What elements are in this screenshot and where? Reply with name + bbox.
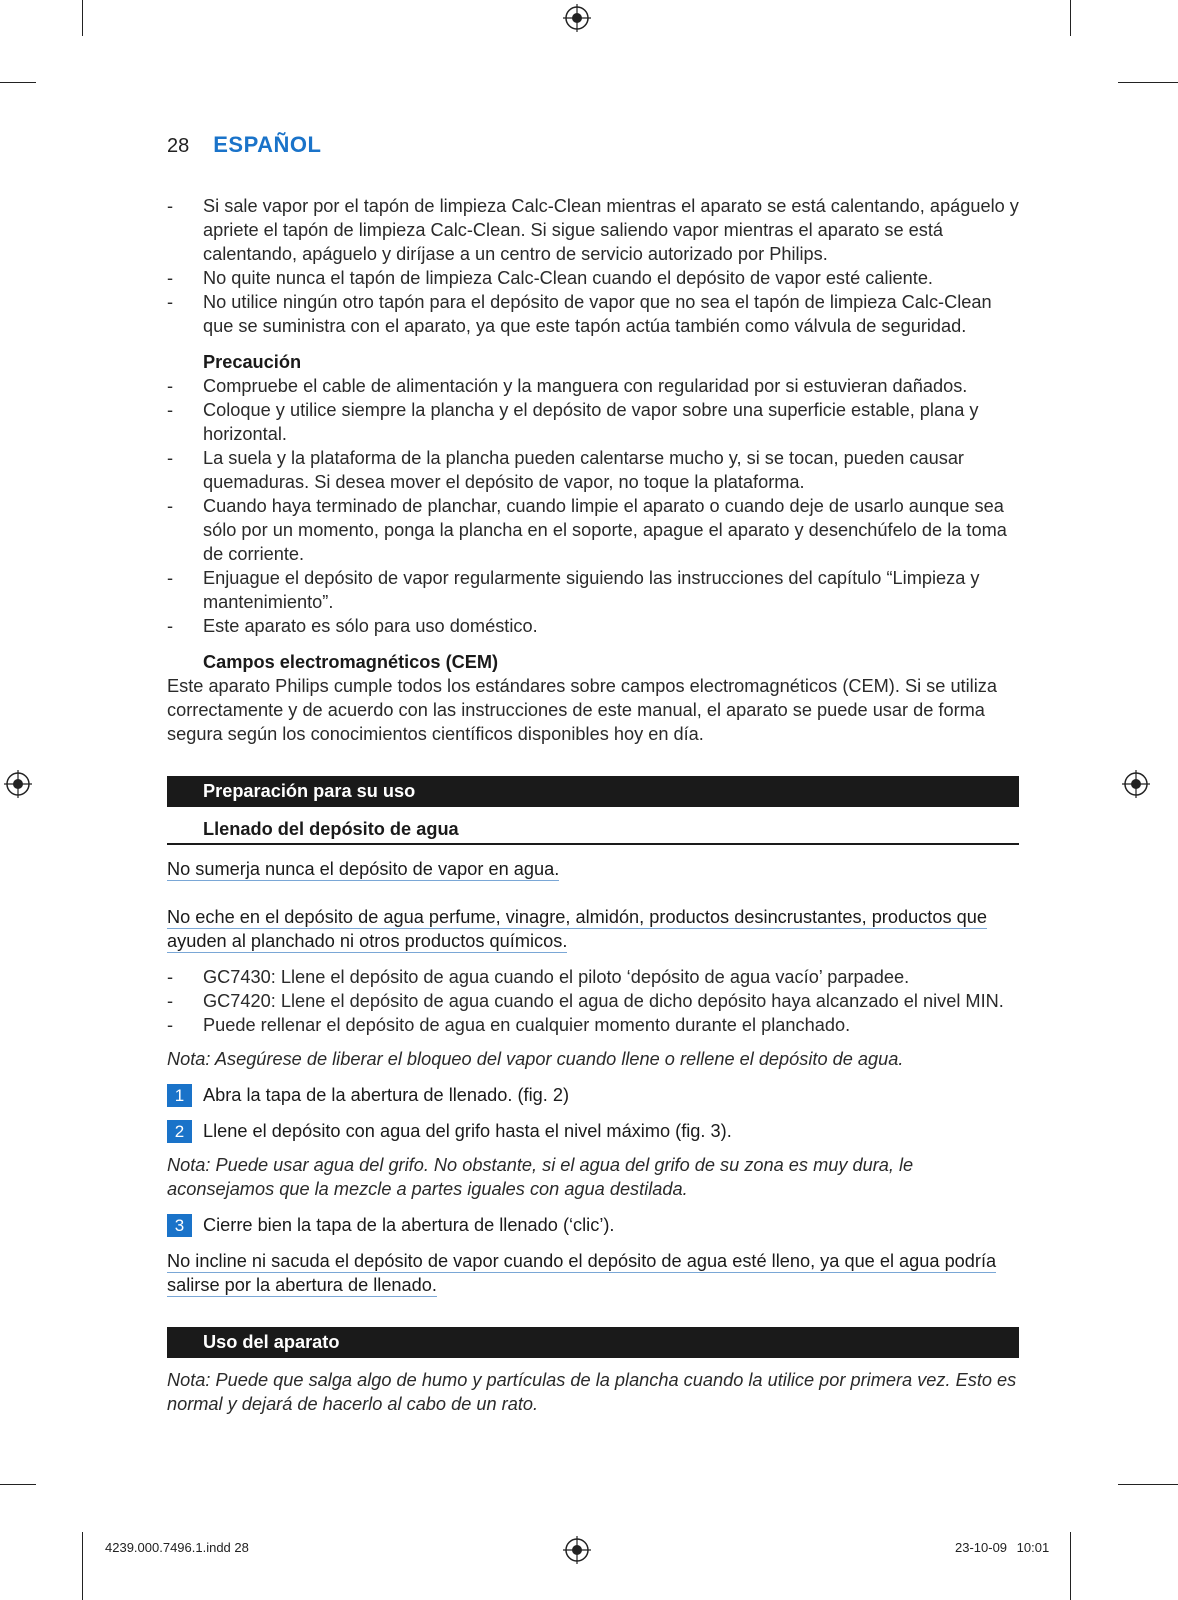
subsection-title-filling: Llenado del depósito de agua (167, 813, 1019, 845)
list-dash: - (167, 568, 174, 588)
warning-text: No eche en el depósito de agua perfume, vinagre, almidón, productos desincrustantes, productos que ayuden al planchado ni otros productos químicos. (167, 907, 987, 951)
step-item (167, 1083, 1019, 1107)
page-number: 28 (167, 135, 190, 157)
crop-mark (82, 0, 83, 36)
emf-heading: Campos electromagnéticos (CEM) (203, 652, 499, 672)
list-dash: - (167, 400, 174, 420)
footer-file-info: 4239.000.7496.1.indd 28 (105, 1540, 249, 1555)
list-dash: - (167, 991, 174, 1011)
list-dash: - (167, 1015, 174, 1035)
emf-paragraph: Este aparato Philips cumple todos los estándares sobre campos electromagnéticos (CEM). Si se utiliza correctamente y de acuerdo con las instrucciones de este manual, el aparato se puede usar de forma segura según los conocimientos científicos disponibles hoy en día. (167, 676, 997, 744)
registration-mark-icon (3, 769, 33, 799)
crop-mark (0, 82, 36, 83)
step-text: Abra la tapa de la abertura de llenado. (fig. 2) (203, 1085, 570, 1105)
registration-mark-icon (562, 1535, 592, 1565)
crop-mark (1070, 1532, 1071, 1600)
list-item: - Si sale vapor por el tapón de limpieza Calc-Clean mientras el aparato se está calentando, apáguelo y apriete el tapón de limpieza Calc-Clean. Si sigue saliendo vapor mientras el aparato se está calentando, apáguelo y diríjase a un centro de servicio autorizado por Philips. (167, 196, 1019, 264)
note-text: Nota: Asegúrese de liberar el bloqueo del vapor cuando llene o rellene el depósito de agua. (167, 1049, 904, 1069)
section-title-preparation: Preparación para su uso (167, 776, 1019, 807)
crop-mark (1118, 1484, 1178, 1485)
step-text: Cierre bien la tapa de la abertura de llenado (‘clic’). (203, 1215, 615, 1235)
step-item (167, 1119, 1019, 1143)
list-item: - GC7420: Llene el depósito de agua cuando el agua de dicho depósito haya alcanzado el nivel MIN. (167, 991, 1004, 1011)
language-title: ESPAÑOL (213, 132, 322, 157)
step-number: 1 (167, 1084, 192, 1107)
filling-list (167, 965, 1019, 1037)
section-title-use: Uso del aparato (167, 1327, 1019, 1358)
list-dash: - (167, 376, 174, 396)
step-item (167, 1213, 1019, 1237)
list-dash: - (167, 196, 174, 216)
warning-text: No sumerja nunca el depósito de vapor en agua. (167, 859, 560, 879)
crop-mark (0, 1484, 36, 1485)
list-dash: - (167, 496, 174, 516)
list-dash: - (167, 268, 174, 288)
note-text: Nota: Puede que salga algo de humo y partículas de la plancha cuando la utilice por primera vez. Esto es normal y dejará de hacerlo al cabo de un rato. (167, 1370, 1017, 1414)
list-item: - Coloque y utilice siempre la plancha y el depósito de vapor sobre una superficie estable, plana y horizontal. (167, 400, 979, 444)
list-item: - La suela y la plataforma de la plancha pueden calentarse mucho y, si se tocan, pueden causar quemaduras. Si desea mover el depósito de vapor, no toque la plataforma. (167, 448, 964, 492)
warning-text: No incline ni sacuda el depósito de vapor cuando el depósito de agua esté lleno, ya que el agua podría salirse por la abertura de llenado. (167, 1251, 997, 1295)
list-item: - Puede rellenar el depósito de agua en cualquier momento durante el planchado. (167, 1015, 851, 1035)
warning-block (167, 1249, 1019, 1297)
list-item: - GC7430: Llene el depósito de agua cuando el piloto ‘depósito de agua vacío’ parpadee. (167, 967, 910, 987)
list-item: - Enjuague el depósito de vapor regularmente siguiendo las instrucciones del capítulo “Limpieza y mantenimiento”. (167, 568, 980, 612)
list-item: - Compruebe el cable de alimentación y la manguera con regularidad por si estuvieran dañados. (167, 376, 968, 396)
list-dash: - (167, 967, 174, 987)
warning-block (167, 905, 1019, 953)
caution-heading: Precaución (203, 352, 302, 372)
list-item: - No utilice ningún otro tapón para el depósito de vapor que no sea el tapón de limpieza Calc-Clean que se suministra con el aparato, ya que este tapón actúa también como válvula de seguridad. (167, 292, 992, 336)
page-header (167, 132, 321, 164)
page-content (167, 194, 1019, 1416)
step-number: 3 (167, 1214, 192, 1237)
crop-mark (1070, 0, 1071, 36)
caution-list (167, 374, 1019, 638)
registration-mark-icon (562, 3, 592, 33)
footer-date: 23-10-09 10:01 (955, 1540, 1050, 1555)
registration-mark-icon (1121, 769, 1151, 799)
crop-mark (82, 1532, 83, 1600)
note-text: Nota: Puede usar agua del grifo. No obstante, si el agua del grifo de su zona es muy dura, le aconsejamos que la mezcle a partes iguales con agua destilada. (167, 1155, 914, 1199)
list-item: - No quite nunca el tapón de limpieza Calc-Clean cuando el depósito de vapor esté caliente. (167, 268, 933, 288)
safety-list (167, 194, 1019, 338)
list-item: - Este aparato es sólo para uso doméstico. (167, 616, 538, 636)
step-number: 2 (167, 1120, 192, 1143)
warning-block (167, 857, 1019, 881)
step-text: Llene el depósito con agua del grifo hasta el nivel máximo (fig. 3). (203, 1121, 732, 1141)
list-dash: - (167, 292, 174, 312)
crop-mark (1118, 82, 1178, 83)
list-dash: - (167, 616, 174, 636)
list-item: - Cuando haya terminado de planchar, cuando limpie el aparato o cuando deje de usarlo aunque sea sólo por un momento, ponga la plancha en el soporte, apague el aparato y desenchúfelo de la toma de corriente. (167, 496, 1007, 564)
list-dash: - (167, 448, 174, 468)
